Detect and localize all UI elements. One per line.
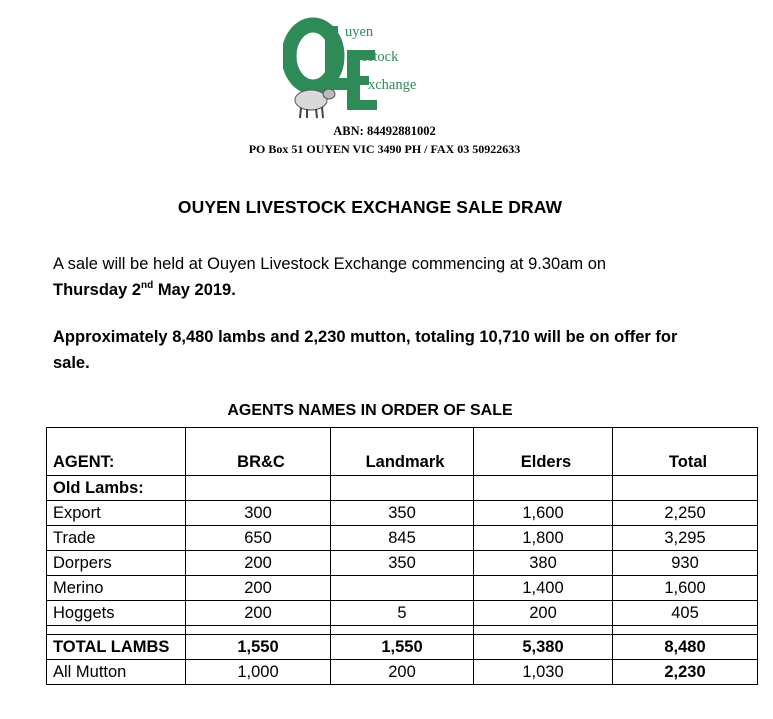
cell-elders: 200 (474, 601, 613, 626)
table-row (47, 501, 758, 526)
cell-brc: 300 (186, 501, 331, 526)
summary-paragraph: Approximately 8,480 lambs and 2,230 mutton, totaling 10,710 will be on offer for sale. (53, 328, 678, 372)
cell-brc: 200 (186, 601, 331, 626)
cell-landmark: 5 (331, 601, 474, 626)
cell-brc: 1,550 (186, 635, 331, 660)
header-agent: AGENT: (47, 428, 186, 476)
address-line: PO Box 51 OUYEN VIC 3490 PH / FAX 03 50922633 (248, 142, 521, 156)
cell-elders: 1,800 (474, 526, 613, 551)
sale-draw-table (46, 427, 758, 685)
logo-letters-graphic (283, 14, 473, 122)
row-label: Hoggets (47, 601, 186, 626)
section-label: Old Lambs: (47, 476, 186, 501)
header-total: Total (613, 428, 758, 476)
cell-brc: 650 (186, 526, 331, 551)
cell-brc: 200 (186, 551, 331, 576)
cell-landmark (331, 576, 474, 601)
row-label: All Mutton (47, 660, 186, 685)
cell-total: 8,480 (613, 635, 758, 660)
cell-elders: 1,600 (474, 501, 613, 526)
cell-total: 3,295 (613, 526, 758, 551)
mutton-row (47, 660, 758, 685)
cell-brc: 200 (186, 576, 331, 601)
intro-line: A sale will be held at Ouyen Livestock Exchange commencing at 9.30am on (53, 255, 607, 273)
document-title: OUYEN LIVESTOCK EXCHANGE SALE DRAW (177, 197, 563, 217)
logo-word-ouyen: uyen (345, 24, 374, 40)
table-row (47, 576, 758, 601)
day-ordinal-suffix: nd (141, 279, 154, 291)
intro-paragraph (53, 251, 713, 303)
table-row (47, 551, 758, 576)
cell-elders: 380 (474, 551, 613, 576)
spacer-row (47, 626, 758, 635)
section-row-old-lambs (47, 476, 758, 501)
row-label: TOTAL LAMBS (47, 635, 186, 660)
sale-day-text: Thursday 2 (53, 281, 142, 299)
table-row (47, 601, 758, 626)
table-title: AGENTS NAMES IN ORDER OF SALE (227, 402, 513, 419)
cell-landmark: 1,550 (331, 635, 474, 660)
cell-elders: 5,380 (474, 635, 613, 660)
total-lambs-row (47, 635, 758, 660)
row-label: Merino (47, 576, 186, 601)
table-row (47, 526, 758, 551)
sheep-icon (295, 89, 335, 118)
cell-total: 930 (613, 551, 758, 576)
cell-landmark: 350 (331, 551, 474, 576)
abn-line: ABN: 84492881002 (333, 124, 436, 138)
cell-total: 2,230 (613, 660, 758, 685)
row-label: Trade (47, 526, 186, 551)
cell-elders: 1,030 (474, 660, 613, 685)
row-label: Dorpers (47, 551, 186, 576)
logo-word-exchange: xchange (368, 77, 417, 93)
cell-landmark: 350 (331, 501, 474, 526)
row-label: Export (47, 501, 186, 526)
cell-total: 2,250 (613, 501, 758, 526)
header-brc: BR&C (186, 428, 331, 476)
header-elders: Elders (474, 428, 613, 476)
table-header-row (47, 428, 758, 476)
cell-landmark: 200 (331, 660, 474, 685)
sale-day (53, 281, 236, 299)
ouyen-livestock-exchange-logo (283, 14, 473, 122)
cell-landmark: 845 (331, 526, 474, 551)
cell-total: 405 (613, 601, 758, 626)
cell-brc: 1,000 (186, 660, 331, 685)
header-landmark: Landmark (331, 428, 474, 476)
logo-word-livestock: ivestock (350, 49, 399, 65)
cell-total: 1,600 (613, 576, 758, 601)
sale-month-year: May 2019. (153, 281, 236, 299)
cell-elders: 1,400 (474, 576, 613, 601)
